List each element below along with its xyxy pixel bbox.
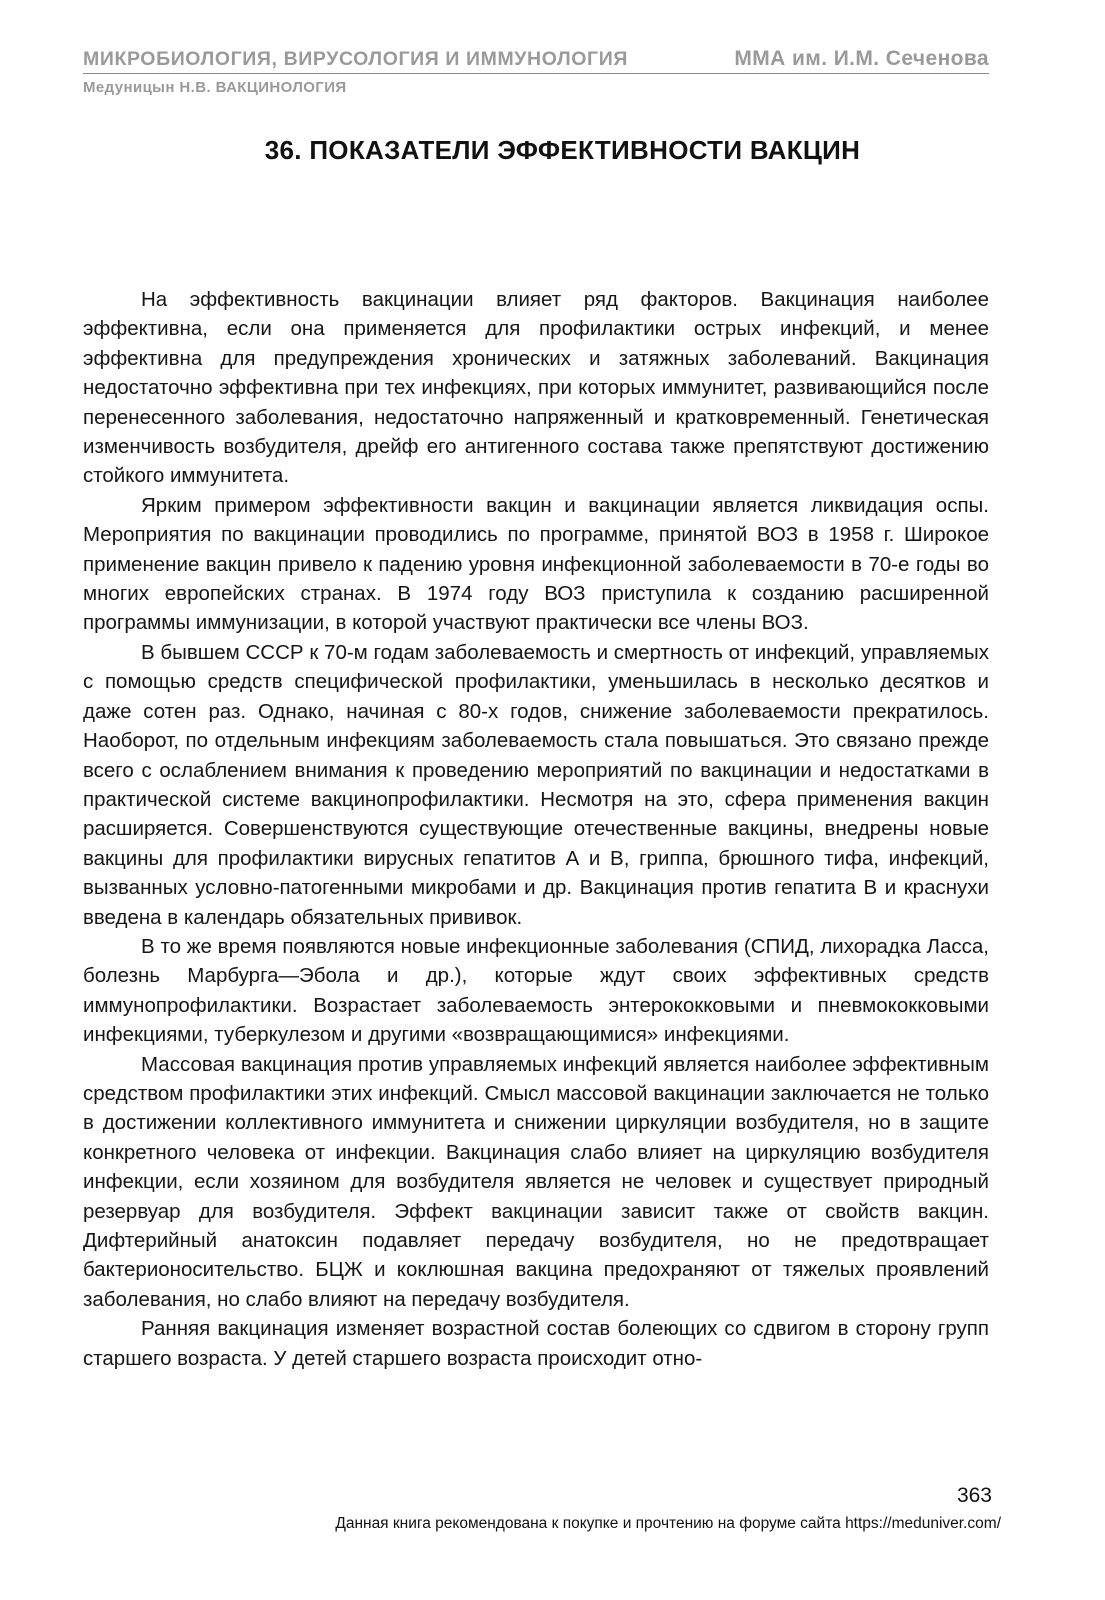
paragraph: Массовая вакцинация против управляемых инфекций является наиболее эффективным средством профилактики этих инфекций. Смысл массовой вакцинации заключается не только в достижении коллективного иммунитета и снижении циркуляции возбудителя, но в защите конкретного человека от инфекции. Вакцинация слабо влияет на циркуляцию возбудителя инфекции, если хозяином для возбудителя является не человек и существует природный резервуар для возбудителя. Эффект вакцинации зависит также от свойств вакцин. Дифтерийный анатоксин подавляет передачу возбудителя, но не предотвращает бактерионосительство. БЦЖ и коклюшная вакцина предохраняют от тяжелых проявлений заболевания, но слабо влияют на передачу возбудителя. <box>83 1052 989 1311</box>
header-subject: МИКРОБИОЛОГИЯ, ВИРУСОЛОГИЯ И ИММУНОЛОГИЯ <box>83 48 628 70</box>
page-number: 363 <box>956 1484 992 1507</box>
paragraph: Ярким примером эффективности вакцин и вакцинации является ликвидация оспы. Мероприятия по вакцинации проводились по программе, принятой ВОЗ в 1958 г. Широкое применение вакцин привело к падению уровня инфекционной заболеваемости в 70-е годы во многих европейских странах. В 1974 году ВОЗ приступила к созданию расширенной программы иммунизации, в которой участвуют практически все члены ВОЗ. <box>83 493 989 635</box>
paragraph: Ранняя вакцинация изменяет возрастной состав болеющих со сдвигом в сторону групп старшего возраста. У детей старшего возраста происходит отно- <box>83 1317 989 1370</box>
footer-note: Данная книга рекомендована к покупке и прочтению на форуме сайта https://meduniver.com/ <box>335 1515 1001 1532</box>
header-book: Медуницын Н.В. ВАКЦИНОЛОГИЯ <box>83 79 347 96</box>
body-text <box>83 285 989 1373</box>
paragraph: В то же время появляются новые инфекционные заболевания (СПИД, лихорадка Ласса, болезнь Марбурга—Эбола и др.), которые ждут своих эффективных средств иммунопрофилактики. Возрастает заболеваемость энтерококковыми и пневмококковыми инфекциями, туберкулезом и другими «возвращающимися» инфекциями. <box>83 934 989 1047</box>
running-header <box>83 44 989 74</box>
paragraph: В бывшем СССР к 70-м годам заболеваемость и смертность от инфекций, управляемых с помощью средств специфической профилактики, уменьшилась в несколько десятков и даже сотен раз. Однако, начиная с 80-х годов, снижение заболеваемости прекратилось. Наоборот, по отдельным инфекциям заболеваемость стала повышаться. Это связано прежде всего с ослаблением внимания к проведению мероприятий по вакцинации и недостатками в практической системе вакцинопрофилактики. Несмотря на это, сфера применения вакцин расширяется. Совершенствуются существующие отечественные вакцины, внедрены новые вакцины для профилактики вирусных гепатитов А и В, гриппа, брюшного тифа, инфекций, вызванных условно-патогенными микробами и др. Вакцинация против гепатита В и краснухи введена в календарь обязательных прививок. <box>83 640 989 929</box>
header-institution: ММА им. И.М. Сеченова <box>734 47 989 70</box>
paragraph: На эффективность вакцинации влияет ряд факторов. Вакцинация наиболее эффективна, если она применяется для профилактики острых инфекций, и менее эффективна для предупреждения хронических и затяжных заболеваний. Вакцинация недостаточно эффективна при тех инфекциях, при которых иммунитет, развивающийся после перенесенного заболевания, недостаточно напряженный и кратковременный. Генетическая изменчивость возбудителя, дрейф его антигенного состава также препятствуют достижению стойкого иммунитета. <box>83 288 989 488</box>
chapter-title: 36. ПОКАЗАТЕЛИ ЭФФЕКТИВНОСТИ ВАКЦИН <box>264 135 861 165</box>
